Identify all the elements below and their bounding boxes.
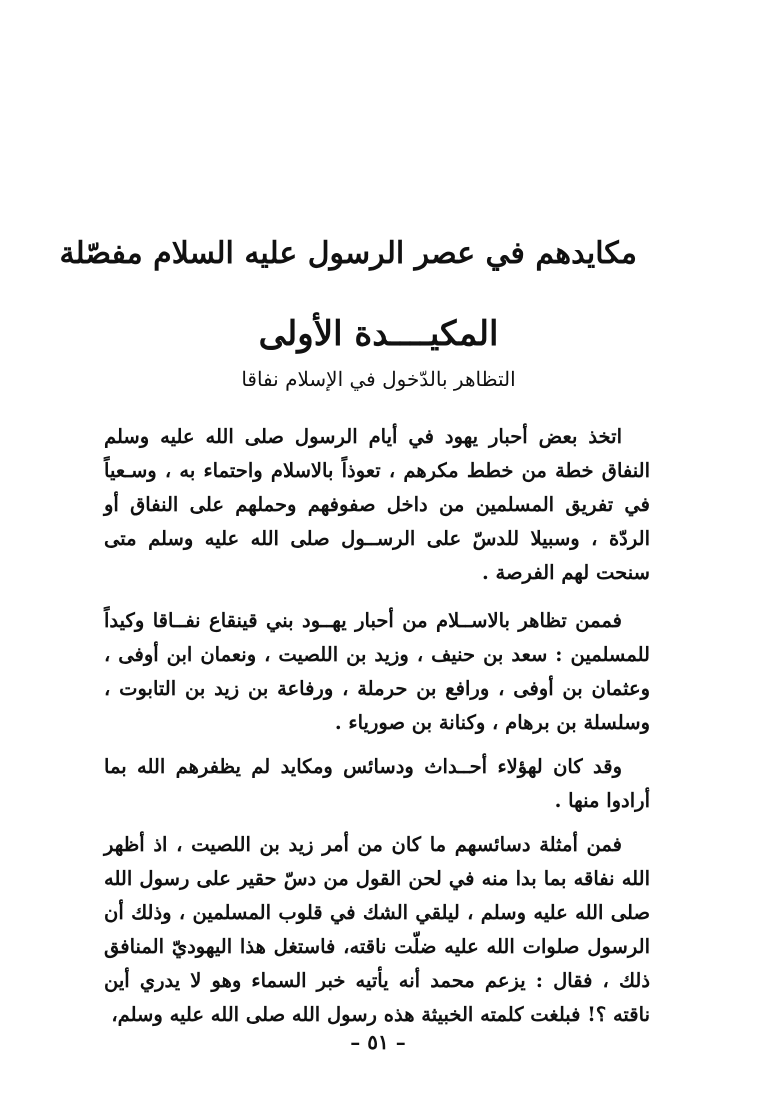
paragraph-4: فمن أمثلة دسائسهم ما كان من أمر زيد بن اللصيت ، اذ أظهر الله نفاقه بما بدا منه في لحن القول من دسّ حقير على رسول الله صلى الله عليه وسلم ، ليلقي الشك في قلوب المسلمين ، وذلك أن الرسول صلوات الله عليه ضلّت ناقته، فاستغل هذا اليهوديّ المنافق ذلك ، فقال : يزعم محمد أنه يأتيه خبر السماء وهو لا يدري أين ناقته ؟! فبلغت كلمته الخبيثة هذه رسول الله صلى الله عليه وسلم، (104, 833, 650, 1026)
paragraph-1: اتخذ بعض أحبار يهود في أيام الرسول صلى الله عليه وسلم النفاق خطة من خطط مكرهم ، تعوذاً بالاسلام واحتماء به ، وسـعياً في تفريق المسلمين من داخل صفوفهم وحملهم على النفاق أو الردّة ، وسبيلا للدسّ على الرســول صلى الله عليه وسلم متى سنحت لهم الفرصة . (104, 425, 650, 584)
paragraph-2: فممن تظاهر بالاســلام من أحبار يهــود بني قينقاع نفــاقا وكيداً للمسلمين : سعد بن حنيف ، وزيد بن اللصيت ، ونعمان ابن أوفى ، وعثمان بن أوفى ، ورافع بن حرملة ، ورفاعة بن زيد بن التابوت ، وسلسلة بن برهام ، وكنانة بن صورياء . (104, 609, 650, 734)
paragraph-3: وقد كان لهؤلاء أحــداث ودسائس ومكايد لم يظفرهم الله بما أرادوا منها . (104, 755, 650, 812)
section-title: المكيــــدة الأولى (258, 314, 499, 354)
page-number: – ٥١ – (350, 1030, 406, 1054)
section-subtitle: التظاهر بالدّخول في الإسلام نفاقا (241, 367, 516, 391)
body-text (104, 420, 650, 1040)
chapter-title: مكايدهم في عصر الرسول عليه السلام مفصّلة (59, 236, 637, 271)
